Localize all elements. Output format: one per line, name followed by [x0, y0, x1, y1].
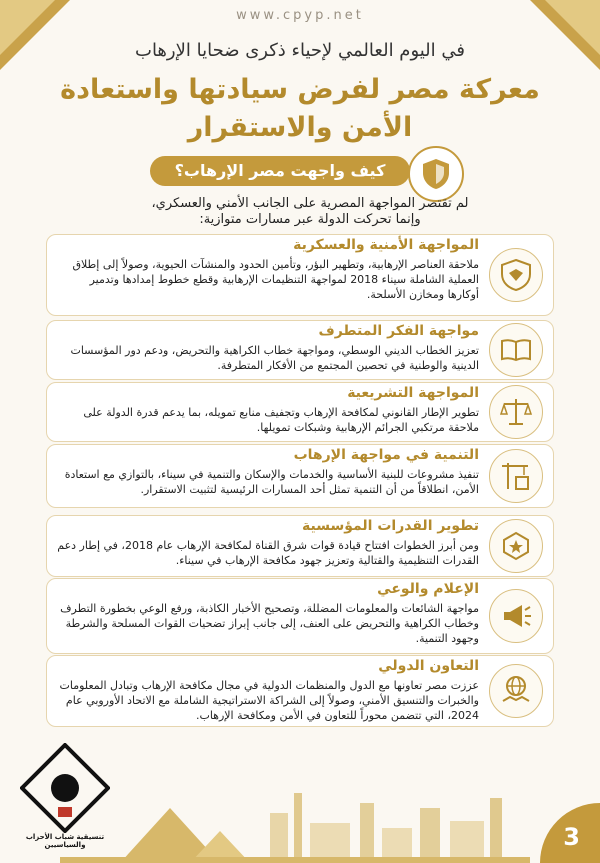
card-title: مواجهة الفكر المتطرف [318, 323, 479, 339]
card-text: تنفيذ مشروعات للبنية الأساسية والخدمات والإسكان والتنمية في سيناء، بالتوازي مع استعادة الأمن، انطلاقاً من أن التنمية تمثل أحد المسارات الرئيسية لتثبيت الاستقرار. [64, 468, 479, 496]
card-text: ملاحقة العناصر الإرهابية، وتطهير البؤر، وتأمين الحدود والمنشآت الحيوية، وصولاً إلى إطلاق العملية الشاملة سيناء 2018 لمواجهة التنظيمات الإرهابية وقطع خطوط إمدادها وتدمير أوكارها ومخازن الأسلحة. [72, 258, 479, 301]
card-title: الإعلام والوعي [377, 581, 479, 597]
title-line-2: الأمن والاستقرار [187, 112, 413, 143]
card-security-military [46, 234, 554, 316]
pretitle: في اليوم العالمي لإحياء ذكرى ضحايا الإرهاب [135, 40, 465, 61]
card-title: المواجهة الأمنية والعسكرية [293, 237, 479, 253]
intro-line-2: وإنما تحركت الدولة عبر مسارات متوازية: [199, 212, 421, 227]
card-extremist-thought [46, 320, 554, 380]
intro-line-1: لم تقتصر المواجهة المصرية على الجانب الأمني والعسكري، [151, 196, 469, 211]
page-number: 3 [563, 823, 580, 851]
construction-crane-icon [489, 449, 543, 503]
card-text: عززت مصر تعاونها مع الدول والمنظمات الدولية في مجال مكافحة الإرهاب وتبادل المعلومات والخبرات والتنسيق الأمني، وصولاً إلى الشراكة الاستراتيجية الشاملة مع الاتحاد الأوروبي عام 2024، التي تتضمن محوراً للتعاون في الأمن ومكافحة الإرهاب. [59, 679, 479, 722]
page-number-badge [540, 803, 600, 863]
globe-handshake-icon [489, 664, 543, 718]
card-legislative [46, 382, 554, 442]
card-text: مواجهة الشائعات والمعلومات المضللة، وتصحيح الأخبار الكاذبة، ورفع الوعي بخطورة التطرف وخطاب الكراهية والتحريض على العنف، إلى جانب إبراز تضحيات القوات المسلحة والشرطة وجهود التنمية. [60, 602, 479, 645]
card-text: تعزيز الخطاب الديني الوسطي، ومواجهة خطاب الكراهية والتحريض، ودعم دور المؤسسات الدينية والوطنية في تحصين المجتمع من الأفكار المتطرفة. [70, 344, 479, 372]
site-url: www.cpyp.net [236, 8, 364, 23]
card-institutional [46, 515, 554, 577]
question-banner: كيف واجهت مصر الإرهاب؟ [150, 156, 410, 186]
card-media-awareness [46, 578, 554, 654]
shield-eagle-icon [489, 248, 543, 302]
card-development [46, 444, 554, 508]
shield-icon [408, 146, 464, 202]
title-line-1: معركة مصر لفرض سيادتها واستعادة [60, 74, 540, 105]
scales-icon [489, 385, 543, 439]
card-title: المواجهة التشريعية [347, 385, 479, 401]
skyline-illustration [60, 773, 530, 863]
card-text: ومن أبرز الخطوات افتتاح قيادة قوات شرق القناة لمكافحة الإرهاب عام 2018، في إطار دعم القدرات التنظيمية والقتالية وتعزيز جهود مكافحة الإرهاب في سيناء. [57, 539, 479, 567]
card-title: التنمية في مواجهة الإرهاب [293, 447, 479, 463]
card-text: تطوير الإطار القانوني لمكافحة الإرهاب وتجفيف منابع تمويله، بما يدعم قدرة الدولة على ملاحقة مرتكبي الجرائم الإرهابية وشبكات تمويلها. [83, 406, 479, 434]
card-international [46, 655, 554, 727]
card-title: تطوير القدرات المؤسسية [302, 518, 479, 534]
organization-logo [20, 743, 110, 833]
military-badge-icon [489, 519, 543, 573]
card-title: التعاون الدولي [378, 658, 479, 674]
megaphone-icon [489, 589, 543, 643]
open-book-icon [489, 323, 543, 377]
logo-text: تنسيقية شباب الأحزاب والسياسيين [25, 833, 105, 849]
intro-text [145, 196, 475, 228]
